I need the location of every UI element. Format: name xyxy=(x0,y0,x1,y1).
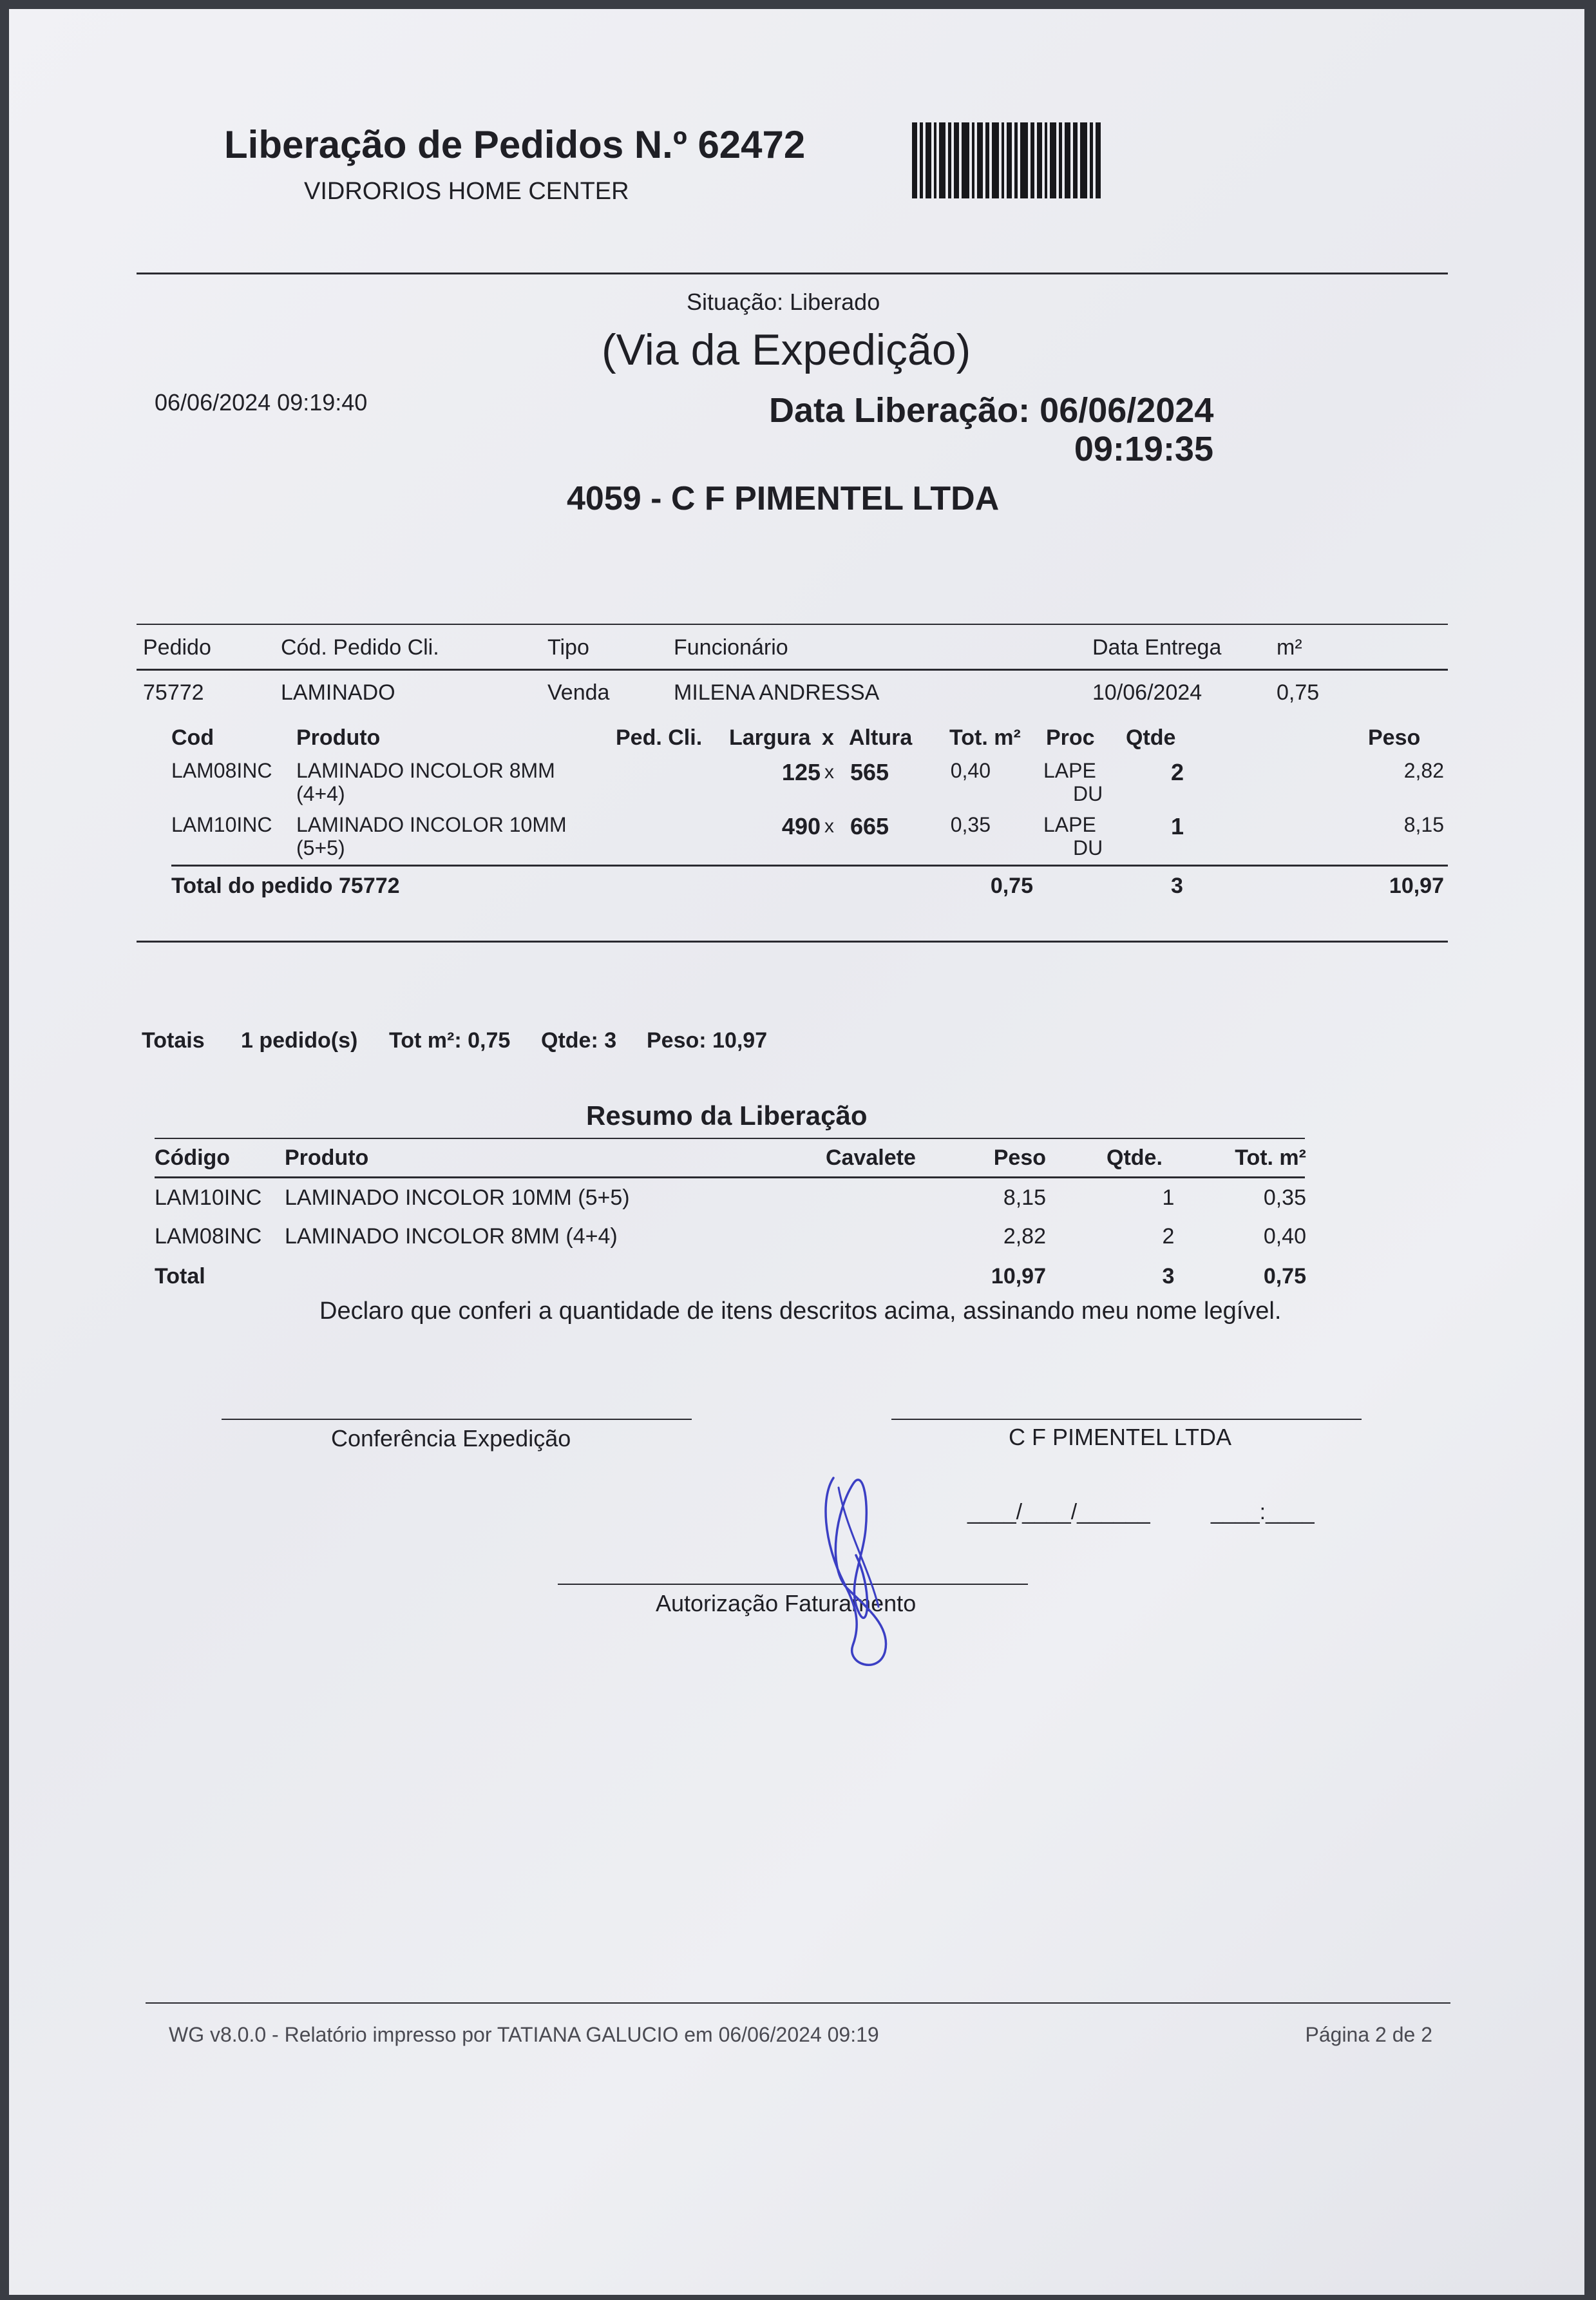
item-1-peso: 2,82 xyxy=(1403,759,1444,782)
resumo-header-tot-m2: Tot. m² xyxy=(1235,1145,1306,1170)
time-blank: ____:____ xyxy=(1211,1500,1315,1524)
items-header-altura: Altura xyxy=(849,725,913,750)
item-1-produto-detail: (4+4) xyxy=(296,782,345,805)
item-2-proc-cont: DU xyxy=(1073,836,1103,859)
items-header-cod: Cod xyxy=(171,725,214,750)
resumo-header-peso: Peso xyxy=(993,1145,1046,1170)
items-header-tot-m2: Tot. m² xyxy=(949,725,1021,750)
order-header-tipo: Tipo xyxy=(547,635,589,660)
resumo-top-rule xyxy=(155,1138,1305,1139)
order-pedido: 75772 xyxy=(143,680,204,705)
order-header-pedido: Pedido xyxy=(143,635,211,660)
resumo-2-codigo: LAM08INC xyxy=(155,1224,262,1249)
item-2-altura: 665 xyxy=(850,813,889,839)
header-divider xyxy=(137,273,1448,274)
signature-label-cliente: C F PIMENTEL LTDA xyxy=(1009,1424,1232,1450)
situacao-label: Situação: Liberado xyxy=(687,289,880,315)
items-header-peso: Peso xyxy=(1368,725,1421,750)
resumo-total-qtde: 3 xyxy=(1162,1264,1175,1289)
resumo-1-produto: LAMINADO INCOLOR 10MM (5+5) xyxy=(285,1185,630,1210)
items-bottom-rule xyxy=(137,941,1448,943)
totais-tot-m2: Tot m²: 0,75 xyxy=(389,1028,511,1053)
resumo-1-tot-m2: 0,35 xyxy=(1263,1185,1306,1210)
document-title: Liberação de Pedidos N.º 62472 xyxy=(224,123,806,166)
order-table-top-rule xyxy=(137,624,1448,625)
resumo-total-peso: 10,97 xyxy=(991,1264,1046,1289)
data-liberacao-label: Data Liberação: 06/06/2024 xyxy=(769,391,1214,430)
order-funcionario: MILENA ANDRESSA xyxy=(674,680,880,705)
resumo-header-qtde: Qtde. xyxy=(1107,1145,1163,1170)
order-data-entrega: 10/06/2024 xyxy=(1092,680,1202,705)
resumo-header-rule xyxy=(155,1176,1305,1178)
order-m2: 0,75 xyxy=(1277,680,1320,705)
declaration-text: Declaro que conferi a quantidade de itens descritos acima, assinando meu nome legível. xyxy=(319,1298,1282,1325)
document-page xyxy=(9,9,1584,2295)
totais-label: Totais xyxy=(142,1028,205,1053)
item-1-altura: 565 xyxy=(850,759,889,785)
items-header-largura: Largura xyxy=(729,725,811,750)
item-2-cod: LAM10INC xyxy=(171,813,272,836)
resumo-1-codigo: LAM10INC xyxy=(155,1185,262,1210)
via-label: (Via da Expedição) xyxy=(602,325,971,374)
order-cod-pedido-cli: LAMINADO xyxy=(281,680,395,705)
totais-qtde: Qtde: 3 xyxy=(541,1028,617,1053)
date-blank: ____/____/______ xyxy=(967,1500,1150,1524)
order-header-cod-pedido-cli: Cód. Pedido Cli. xyxy=(281,635,439,660)
resumo-2-tot-m2: 0,40 xyxy=(1263,1224,1306,1249)
items-total-tot-m2: 0,75 xyxy=(990,874,1033,898)
data-liberacao-time: 09:19:35 xyxy=(1074,430,1213,468)
items-total-label: Total do pedido 75772 xyxy=(171,874,400,898)
resumo-header-cavalete: Cavalete xyxy=(826,1145,916,1170)
footer-rule xyxy=(146,2002,1450,2004)
order-header-m2: m² xyxy=(1277,635,1302,660)
items-header-qtde: Qtde xyxy=(1126,725,1176,750)
item-2-qtde: 1 xyxy=(1171,813,1184,839)
resumo-header-codigo: Código xyxy=(155,1145,231,1170)
item-2-produto: LAMINADO INCOLOR 10MM xyxy=(296,813,567,836)
items-total-qtde: 3 xyxy=(1171,874,1183,898)
item-2-x: x xyxy=(824,816,834,837)
item-1-largura: 125 xyxy=(781,759,821,785)
footer-report: WG v8.0.0 - Relatório impresso por TATIANA GALUCIO em 06/06/2024 09:19 xyxy=(169,2023,879,2046)
totais-pedidos: 1 pedido(s) xyxy=(241,1028,358,1053)
client-name: 4059 - C F PIMENTEL LTDA xyxy=(567,480,1000,517)
items-header-x: x xyxy=(822,725,834,750)
items-header-produto: Produto xyxy=(296,725,381,750)
resumo-2-peso: 2,82 xyxy=(1003,1224,1046,1249)
resumo-total-label: Total xyxy=(155,1264,205,1289)
item-1-proc: LAPE xyxy=(1043,759,1096,782)
resumo-1-qtde: 1 xyxy=(1162,1185,1175,1210)
item-2-produto-detail: (5+5) xyxy=(296,836,345,859)
order-tipo: Venda xyxy=(547,680,610,705)
item-2-largura: 490 xyxy=(781,813,821,839)
item-1-cod: LAM08INC xyxy=(171,759,272,782)
resumo-title: Resumo da Liberação xyxy=(586,1100,868,1131)
item-1-qtde: 2 xyxy=(1171,759,1184,785)
footer-page: Página 2 de 2 xyxy=(1305,2023,1432,2046)
signature-label-conferencia: Conferência Expedição xyxy=(331,1425,571,1452)
items-total-rule xyxy=(171,865,1448,867)
order-header-data-entrega: Data Entrega xyxy=(1092,635,1222,660)
items-total-peso: 10,97 xyxy=(1389,874,1444,898)
item-2-proc: LAPE xyxy=(1043,813,1096,836)
item-1-x: x xyxy=(824,762,834,783)
resumo-2-produto: LAMINADO INCOLOR 8MM (4+4) xyxy=(285,1224,618,1249)
order-table-header-rule xyxy=(137,669,1448,671)
data-liberacao-date: 06/06/2024 xyxy=(1040,391,1214,430)
barcode xyxy=(912,122,1141,198)
resumo-header-produto: Produto xyxy=(285,1145,369,1170)
items-header-ped-cli: Ped. Cli. xyxy=(616,725,703,750)
items-header-proc: Proc xyxy=(1046,725,1095,750)
order-header-funcionario: Funcionário xyxy=(674,635,788,660)
printed-datetime: 06/06/2024 09:19:40 xyxy=(155,389,368,416)
signature-line-cliente xyxy=(891,1419,1362,1420)
handwritten-signature xyxy=(808,1459,911,1684)
signature-line-conferencia xyxy=(222,1419,692,1420)
signature-line-autorizacao xyxy=(558,1584,1028,1585)
item-2-tot-m2: 0,35 xyxy=(950,813,991,836)
item-1-proc-cont: DU xyxy=(1073,782,1103,805)
resumo-1-peso: 8,15 xyxy=(1003,1185,1046,1210)
totais-peso: Peso: 10,97 xyxy=(647,1028,768,1053)
signature-label-autorizacao: Autorização Faturamento xyxy=(656,1590,917,1616)
item-1-produto: LAMINADO INCOLOR 8MM xyxy=(296,759,555,782)
resumo-total-tot-m2: 0,75 xyxy=(1263,1264,1306,1289)
company-name: VIDRORIOS HOME CENTER xyxy=(304,178,629,205)
item-2-peso: 8,15 xyxy=(1403,813,1444,836)
item-1-tot-m2: 0,40 xyxy=(950,759,991,782)
resumo-2-qtde: 2 xyxy=(1162,1224,1175,1249)
